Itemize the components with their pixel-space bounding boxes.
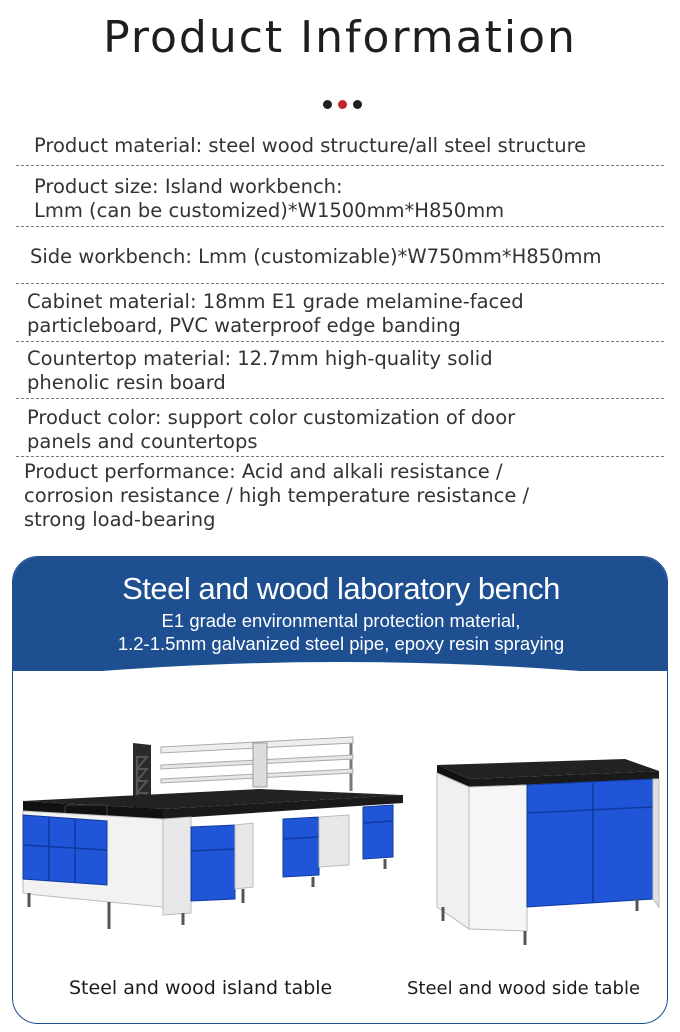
feature-title: Steel and wood laboratory bench xyxy=(122,571,560,606)
divider xyxy=(16,165,664,166)
caption-island-table: Steel and wood island table xyxy=(69,977,333,999)
spec-material: Product material: steel wood structure/all steel structure xyxy=(34,134,587,157)
dot-icon xyxy=(323,100,332,109)
dot-icon xyxy=(338,100,347,109)
island-table-image xyxy=(23,737,403,929)
dot-icon xyxy=(353,100,362,109)
caption-side-table: Steel and wood side table xyxy=(407,978,641,999)
spec-side-workbench: Side workbench: Lmm (customizable)*W750mm*H850mm xyxy=(30,245,602,268)
spec-countertop-material: Countertop material: 12.7mm high-quality solid phenolic resin board xyxy=(27,347,493,394)
divider xyxy=(16,456,664,457)
divider xyxy=(16,341,664,342)
spec-performance: Product performance: Acid and alkali resistance / corrosion resistance / high temperature resistance / strong load-bearing xyxy=(24,460,530,531)
decorative-dots xyxy=(323,100,362,110)
divider xyxy=(16,226,664,227)
feature-card xyxy=(12,556,668,1024)
divider xyxy=(16,398,664,399)
spec-size: Product size: Island workbench: Lmm (can be customized)*W1500mm*H850mm xyxy=(34,175,505,222)
side-table-image xyxy=(437,759,659,945)
bench-illustrations xyxy=(13,557,668,1024)
spec-cabinet-material: Cabinet material: 18mm E1 grade melamine-faced particleboard, PVC waterproof edge banding xyxy=(27,290,524,337)
spec-color: Product color: support color customization of door panels and countertops xyxy=(27,406,516,453)
divider xyxy=(16,283,664,284)
feature-subtitle: E1 grade environmental protection material, 1.2-1.5mm galvanized steel pipe, epoxy resin spraying xyxy=(117,610,565,654)
page-title: Product Information xyxy=(103,12,577,63)
